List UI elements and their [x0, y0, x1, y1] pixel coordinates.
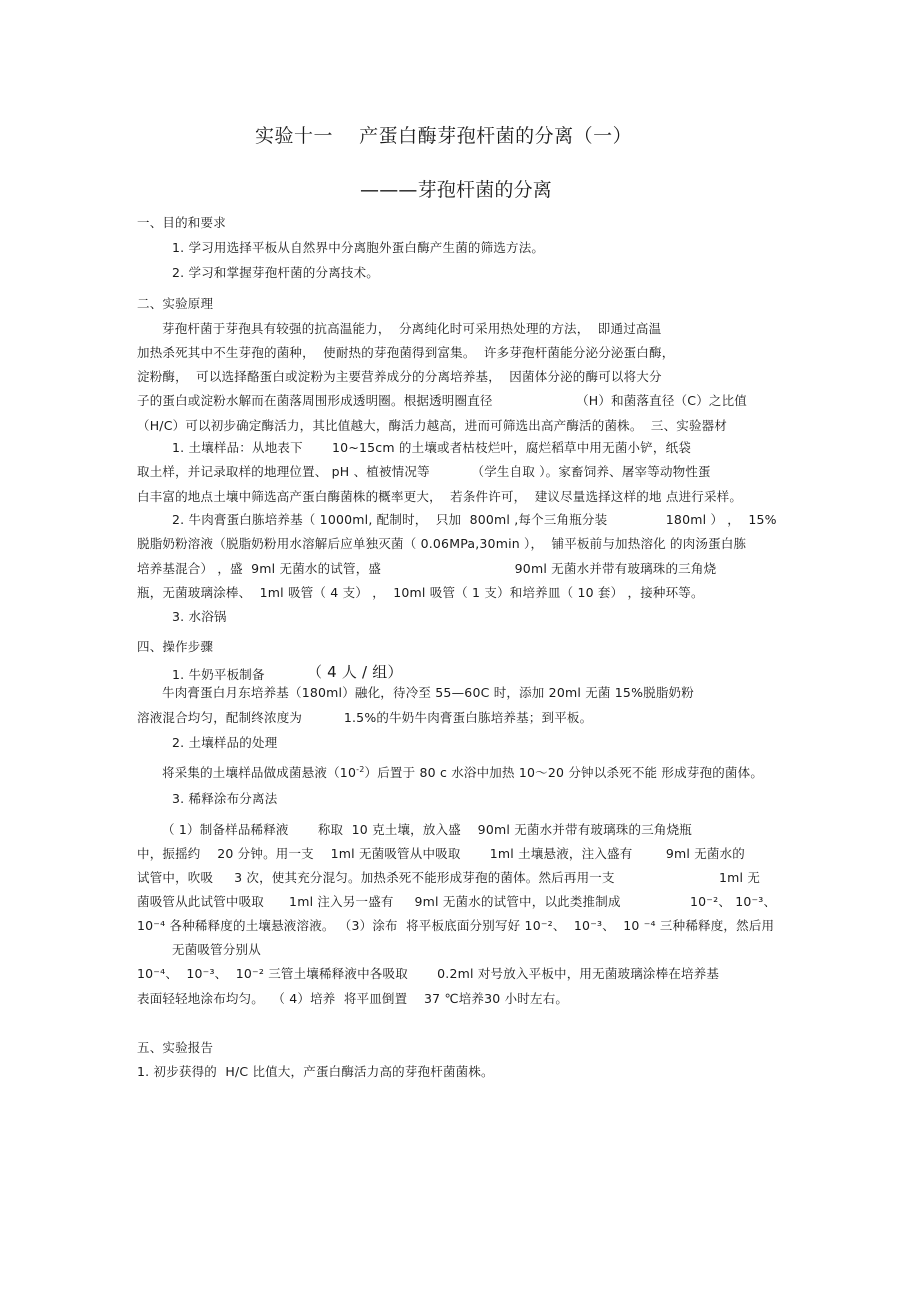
paragraph-line: 牛肉膏蛋白月东培养基（180ml）融化，待冷至 55—60C 时，添加 20ml 无菌 15%脱脂奶粉 [162, 685, 694, 700]
section-heading-principle: 二、实验原理 [137, 296, 214, 311]
paragraph-line: 加热杀死其中不生芽孢的菌种， 使耐热的芽孢菌得到富集。 许多芽孢杆菌能分泌分泌蛋白酶， [137, 345, 675, 360]
paragraph-line: （ 1）制备样品稀释液 称取 10 克土壤，放入盛 90ml 无菌水并带有玻璃珠的三角烧瓶 [162, 822, 692, 837]
section-heading-procedure: 四、操作步骤 [137, 639, 214, 654]
paragraph-line: 瓶，无菌玻璃涂棒、 1ml 吸管（ 4 支） ， 10ml 吸管（ 1 支）和培养皿（ 10 套） ，接种环等。 [137, 585, 704, 600]
paragraph-line: 溶液混合均匀，配制终浓度为 1.5%的牛奶牛肉膏蛋白胨培养基；到平板。 [137, 710, 593, 725]
section-heading-report: 五、实验报告 [137, 1040, 214, 1055]
document-subtitle: ———芽孢杆菌的分离 [360, 179, 553, 201]
procedure-step: 2. 土壤样品的处理 [172, 735, 278, 750]
paragraph-line: 无菌吸管分别从 [172, 942, 261, 957]
materials-item: 3. 水浴锅 [172, 609, 227, 624]
paragraph-line: 10⁻⁴ 各种稀释度的土壤悬液溶液。 （3）涂布 将平板底面分别写好 10⁻²、 10⁻³、 10 ⁻⁴ 三种稀释度，然后用 [137, 918, 775, 933]
paragraph-line: 子的蛋白或淀粉水解而在菌落周围形成透明圈。根据透明圈直径 （H）和菌落直径（C）之比值 [137, 393, 747, 408]
section-heading-objectives: 一、目的和要求 [137, 215, 226, 230]
paragraph-line: 淀粉酶， 可以选择酪蛋白或淀粉为主要营养成分的分离培养基， 因菌体分泌的酶可以将大分 [137, 369, 662, 384]
paragraph-line: 表面轻轻地涂布均匀。 （ 4）培养 将平皿倒置 37 ℃培养30 小时左右。 [137, 991, 569, 1006]
procedure-step: 1. 牛奶平板制备 [172, 667, 265, 682]
paragraph-line: 中，振摇约 20 分钟。用一支 1ml 无菌吸管从中吸取 1ml 土壤悬液，注入盛有 9ml 无菌水的 [137, 846, 745, 861]
dilution-labels: 10⁻²、 10⁻³、 [690, 894, 777, 909]
text-segment: 将采集的土壤样品做成菌悬液（10 [162, 765, 357, 780]
materials-item: 2. 牛肉膏蛋白胨培养基（ 1000ml, 配制时， 只加 800ml ,每个三角瓶分装 180ml ） ， 15% [172, 512, 777, 527]
paragraph-line [162, 765, 763, 781]
paragraph-line: 芽孢杆菌于芽孢具有较强的抗高温能力， 分离纯化时可采用热处理的方法， 即通过高温 [162, 321, 662, 336]
group-size-note: （ 4 人 / 组） [307, 663, 403, 681]
paragraph-line: 菌吸管从此试管中吸取 1ml 注入另一盛有 9ml 无菌水的试管中，以此类推制成 [137, 894, 621, 909]
document-title: 实验十一 产蛋白酶芽孢杆菌的分离（一） [255, 125, 633, 147]
report-item: 1. 初步获得的 H/C 比值大，产蛋白酶活力高的芽孢杆菌菌株。 [137, 1064, 494, 1079]
objective-item: 1. 学习用选择平板从自然界中分离胞外蛋白酶产生菌的筛选方法。 [172, 240, 545, 255]
paragraph-line: 培养基混合） ，盛 9ml 无菌水的试管，盛 90ml 无菌水并带有玻璃珠的三角烧 [137, 561, 717, 576]
paragraph-line: 脱脂奶粉溶液（脱脂奶粉用水溶解后应单独灭菌（ 0.06MPa,30min ）， 铺平板前与加热溶化 的肉汤蛋白胨 [137, 536, 747, 551]
paragraph-line: 试管中，吹吸 3 次，使其充分混匀。加热杀死不能形成芽孢的菌体。然后再用一支 1ml 无 [137, 870, 761, 885]
paragraph-line: 10⁻⁴、 10⁻³、 10⁻² 三管土壤稀释液中各吸取 0.2ml 对号放入平板中，用无菌玻璃涂棒在培养基 [137, 966, 720, 981]
procedure-step: 3. 稀释涂布分离法 [172, 791, 278, 806]
paragraph-line: 白丰富的地点土壤中筛选高产蛋白酶菌株的概率更大， 若条件许可， 建议尽量选择这样的地 点进行采样。 [137, 489, 743, 504]
text-segment: ）后置于 80 c 水浴中加热 10～20 分钟以杀死不能 形成芽孢的菌体。 [364, 765, 764, 780]
objective-item: 2. 学习和掌握芽孢杆菌的分离技术。 [172, 265, 380, 280]
paragraph-line: （H/C）可以初步确定酶活力，其比值越大，酶活力越高，进而可筛选出高产酶活的菌株。 三、实验器材 [137, 418, 728, 433]
superscript: -2 [356, 765, 365, 774]
paragraph-line: 取土样，并记录取样的地理位置、 pH 、植被情况等 （学生自取 ）。家畜饲养、屠宰等动物性蛋 [137, 464, 711, 479]
materials-item: 1. 土壤样品：从地表下 10~15cm 的土壤或者枯枝烂叶，腐烂稻草中用无菌小铲，纸袋 [172, 440, 692, 455]
